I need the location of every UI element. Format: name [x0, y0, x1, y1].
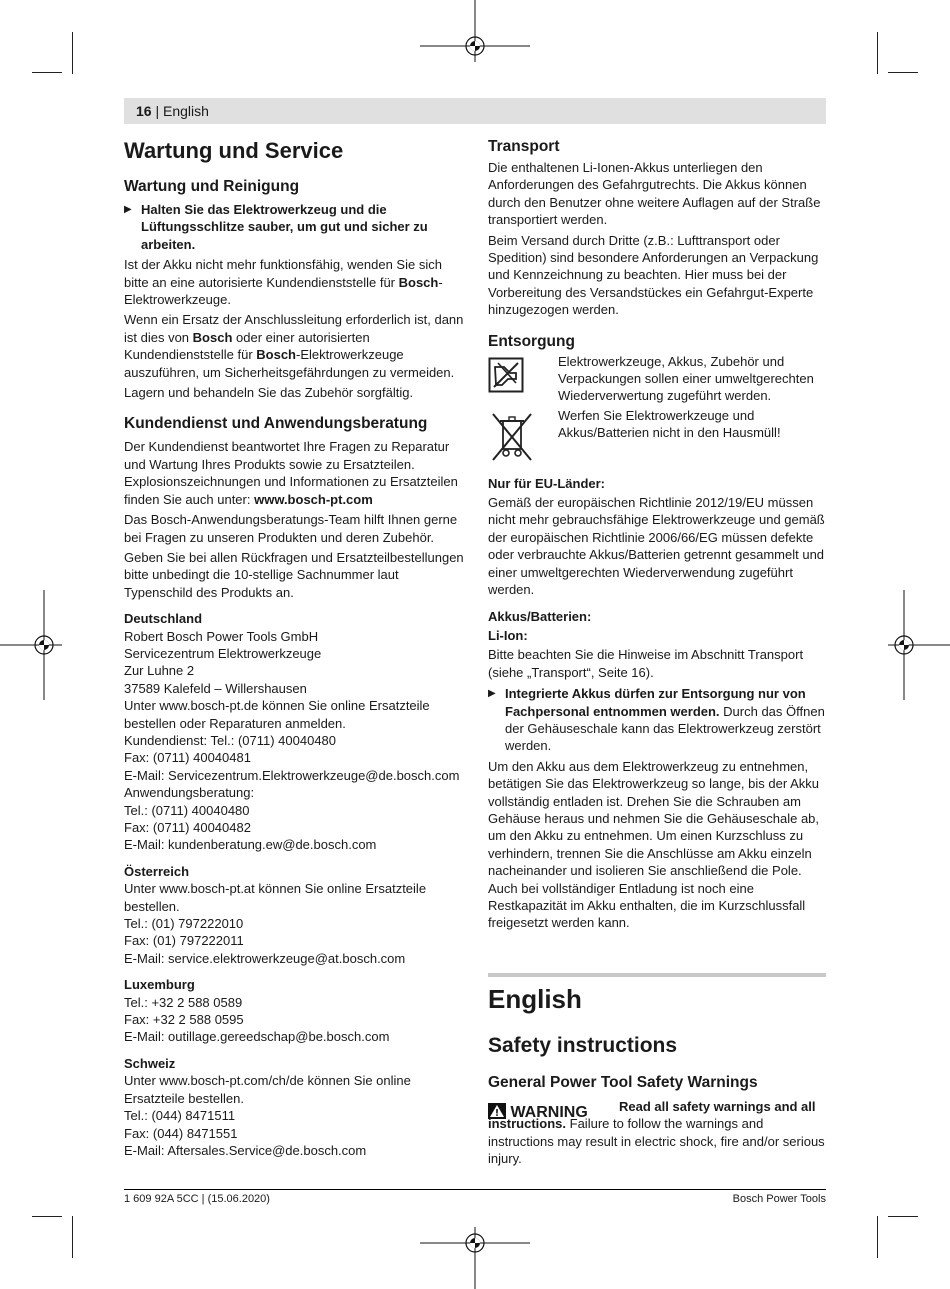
crop-mark	[877, 32, 878, 74]
bullet-item	[124, 201, 464, 253]
section-divider	[488, 973, 826, 977]
crop-mark	[72, 1216, 73, 1258]
address-line: 37589 Kalefeld – Willershausen	[124, 680, 307, 696]
warning-text	[488, 1098, 826, 1168]
section-heading: Entsorgung	[488, 332, 575, 350]
disposal-row	[488, 407, 826, 469]
paragraph	[124, 438, 464, 508]
paragraph: Die enthaltenen Li-Ionen-Akkus unterliegen den Anforderungen des Gefahrgutrechts. Die Akkus können durch den Benutzer ohne weitere Auflagen auf der Straße transportiert werden.	[488, 160, 821, 228]
page-header-bar	[124, 98, 826, 124]
email-line: E-Mail: kundenberatung.ew@de.bosch.com	[124, 837, 377, 853]
crop-mark	[877, 1216, 878, 1258]
section-title: Wartung und Service	[124, 138, 344, 163]
page-header	[136, 103, 209, 119]
warning-label-text: WARNING	[510, 1104, 588, 1121]
brand-text: Bosch	[192, 329, 233, 345]
footer-right: Bosch Power Tools	[732, 1193, 826, 1205]
subsection-heading: Nur für EU-Länder:	[488, 475, 605, 491]
bullet-arrow-icon: ▶	[488, 688, 496, 700]
warning-rest-text: Failure to follow the warnings and instructions may result in electric shock, fire and/or serious injury.	[488, 1116, 825, 1167]
registration-mark-icon	[420, 0, 530, 62]
recycling-tool-icon	[488, 357, 524, 393]
crop-mark	[888, 1216, 918, 1217]
address-line: Servicezentrum Elektrowerkzeuge	[124, 645, 322, 661]
crop-mark	[888, 72, 918, 73]
crop-mark	[32, 72, 62, 73]
bullet-bold-text: Integrierte Akkus dürfen zur Entsorgung nur von Fachpersonal entnommen werden.	[505, 686, 806, 719]
text: oder einer autorisierten Kundendienststelle für	[124, 329, 370, 363]
brand-text: Bosch	[398, 274, 439, 290]
footer-rule	[124, 1189, 826, 1190]
left-column	[124, 138, 464, 1159]
paragraph: Geben Sie bei allen Rückfragen und Ersatzteilbestellungen bitte unbedingt die 10-stellige Sachnummer laut Typenschild des Produkts an.	[124, 549, 464, 600]
subsection-heading: Akkus/Batterien:	[488, 608, 592, 624]
registration-mark-icon	[420, 1227, 530, 1289]
crop-mark	[72, 32, 73, 74]
text: -Elektrowerkzeuge auszuführen, um Sicherheitsgefährdungen zu vermeiden.	[124, 347, 455, 380]
disposal-row	[488, 355, 826, 405]
address-line: Anwendungsberatung:	[124, 785, 255, 801]
text: Der Kundendienst beantwortet Ihre Fragen zu Reparatur und Wartung Ihres Produkts sowie zu Ersatzteilen. Explosionszeichnungen und Informationen zu Ersatzteilen finden Sie auch unter:	[124, 439, 458, 507]
address-line: Tel.: (044) 8471511	[124, 1108, 236, 1124]
right-column-top	[488, 137, 826, 932]
text: Wenn ein Ersatz der Anschlussleitung erforderlich ist, dann ist dies von	[124, 312, 464, 345]
address-line: Unter www.bosch-pt.de können Sie online Ersatzteile bestellen oder Reparaturen anmelden.	[124, 698, 430, 731]
warning-bold-text: Read all safety warnings and all instructions.	[488, 1099, 816, 1132]
paragraph: Lagern und behandeln Sie das Zubehör sorgfältig.	[124, 385, 414, 401]
address-line: Tel.: (0711) 40040480	[124, 802, 250, 818]
header-separator: |	[151, 103, 163, 119]
address-line: Fax: (0711) 40040481	[124, 750, 251, 766]
address-line: Unter www.bosch-pt.at können Sie online Ersatzteile bestellen.	[124, 881, 427, 914]
footer-left: 1 609 92A 5CC | (15.06.2020)	[124, 1193, 270, 1205]
address-line: Zur Luhne 2	[124, 663, 195, 679]
text: -Elektrowerkzeuge.	[124, 274, 443, 308]
country-heading: Luxemburg	[124, 977, 195, 993]
paragraph: Um den Akku aus dem Elektrowerkzeug zu entnehmen, betätigen Sie das Elektrowerkzeug so lange, bis der Akku vollständig entladen ist. Drehen Sie die Schrauben am Gehäuse heraus und nehmen Sie die Gehäuseschale ab, um den Akku zu entnehmen. Um einen Kurzschluss zu verhindern, trennen Sie die Anschlüsse am Akku einzeln nacheinander und isolieren Sie anschließend die Pole. Auch bei vollständiger Entladung ist noch eine Restkapazität im Akku enthalten, die im Kurzschlussfall freigesetzt werden kann.	[488, 758, 820, 931]
website-link[interactable]: www.bosch-pt.com	[254, 491, 373, 507]
country-heading: Schweiz	[124, 1055, 176, 1071]
bullet-text: Halten Sie das Elektrowerkzeug und die Lüftungsschlitze sauber, um gut und sicher zu arbeiten.	[141, 202, 428, 252]
section-heading: Wartung und Reinigung	[124, 178, 300, 195]
section-heading: Kundendienst und Anwendungsberatung	[124, 415, 428, 433]
header-language: English	[163, 103, 209, 119]
registration-mark-icon	[888, 590, 950, 700]
email-line: E-Mail: Aftersales.Service@de.bosch.com	[124, 1142, 367, 1158]
general-warnings-heading: General Power Tool Safety Warnings	[488, 1074, 758, 1091]
registration-mark-icon	[0, 590, 62, 700]
paragraph: Beim Versand durch Dritte (z.B.: Lufttransport oder Spedition) sind besondere Anforderungen an Verpackung und Kennzeichnung zu beachten. Hier muss bei der Vorbereitung des Versandstückes ein Gefahrgut-Experte hinzugezogen werden.	[488, 232, 819, 318]
address-line: Unter www.bosch-pt.com/ch/de können Sie online Ersatzteile bestellen.	[124, 1073, 411, 1106]
safety-heading: Safety instructions	[488, 1034, 678, 1057]
country-heading: Österreich	[124, 863, 190, 879]
english-title: English	[488, 984, 582, 1014]
address-line: Kundendienst: Tel.: (0711) 40040480	[124, 732, 337, 748]
bullet-text: Durch das Öffnen der Gehäuseschale kann das Elektrowerkzeug zerstört werden.	[505, 703, 825, 754]
address-line: Robert Bosch Power Tools GmbH	[124, 628, 319, 644]
email-line: E-Mail: service.elektrowerkzeuge@at.bosch.com	[124, 950, 406, 966]
subsection-heading: Li-Ion:	[488, 627, 528, 643]
paragraph: Das Bosch-Anwendungsberatungs-Team hilft Ihnen gerne bei Fragen zu unseren Produkten und deren Zubehör.	[124, 512, 458, 545]
address-line: Fax: +32 2 588 0595	[124, 1012, 244, 1028]
bullet-item	[488, 685, 826, 755]
address-line: Fax: (044) 8471551	[124, 1125, 238, 1141]
paragraph	[124, 311, 464, 381]
paragraph	[124, 256, 464, 308]
crop-mark	[32, 1216, 62, 1217]
address-line: Tel.: +32 2 588 0589	[124, 994, 243, 1010]
text: Ist der Akku nicht mehr funktionsfähig, wenden Sie sich bitte an eine autorisierte Kundendienststelle für	[124, 257, 442, 290]
disposal-text: Elektrowerkzeuge, Akkus, Zubehör und Verpackungen sollen einer umweltgerechten Wiederverwertung zugeführt werden.	[558, 353, 814, 404]
address-line: Fax: (01) 797222011	[124, 933, 244, 949]
address-line: Tel.: (01) 797222010	[124, 916, 244, 932]
section-heading: Transport	[488, 138, 560, 155]
email-line: E-Mail: Servicezentrum.Elektrowerkzeuge@de.bosch.com	[124, 767, 460, 783]
paragraph: Gemäß der europäischen Richtlinie 2012/19/EU müssen nicht mehr gebrauchsfähige Elektrowerkzeuge und gemäß der europäischen Richtlinie 2006/66/EG müssen defekte oder verbrauchte Akkus/Batterien getrennt gesammelt und einer umweltgerechten Wiederverwendung zugeführt werden.	[488, 495, 825, 598]
disposal-text: Werfen Sie Elektrowerkzeuge und Akkus/Batterien nicht in den Hausmüll!	[558, 407, 781, 441]
email-line: E-Mail: outillage.gereedschap@be.bosch.com	[124, 1029, 390, 1045]
page-number: 16	[136, 103, 152, 119]
address-line: Fax: (0711) 40040482	[124, 820, 251, 835]
brand-text: Bosch	[256, 347, 296, 363]
crossed-bin-icon	[490, 411, 534, 463]
paragraph: Bitte beachten Sie die Hinweise im Abschnitt Transport (siehe „Transport“, Seite 16).	[488, 647, 804, 680]
bullet-arrow-icon: ▶	[124, 204, 132, 215]
country-heading: Deutschland	[124, 611, 203, 627]
